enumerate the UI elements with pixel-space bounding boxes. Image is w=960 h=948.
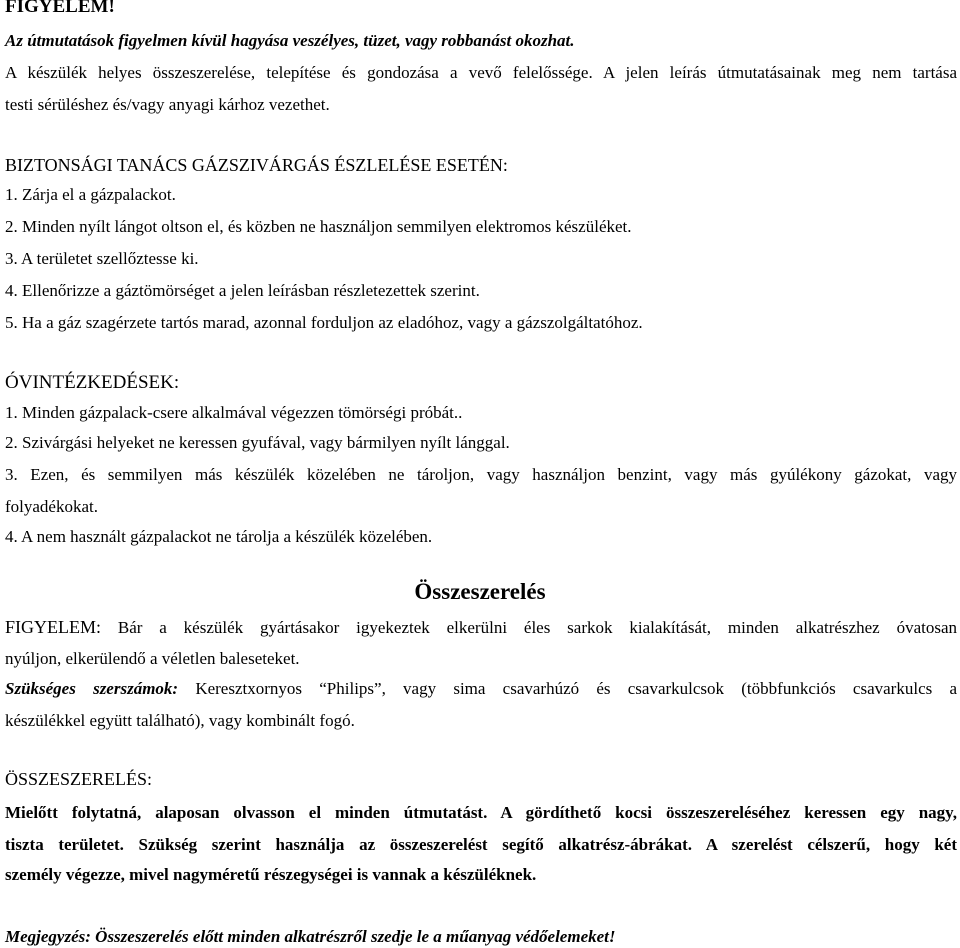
gas-leak-item-5: 5. Ha a gáz szagérzete tartós marad, azonnal forduljon az eladóhoz, vagy a gázszolgáltatóhoz.: [5, 313, 643, 332]
tools-label: Szükséges szerszámok:: [5, 679, 179, 698]
precautions-item-2: 2. Szivárgási helyeket ne keressen gyufával, vagy bármilyen nyílt lánggal.: [5, 433, 510, 452]
warning-body-line-2: testi sérüléshez és/vagy anyagi kárhoz vezethet.: [5, 95, 330, 114]
warning-subtitle: Az útmutatások figyelmen kívül hagyása veszélyes, tüzet, vagy robbanást okozhat.: [5, 31, 575, 50]
assembly-section-heading: ÖSSZESZERELÉS:: [5, 769, 153, 789]
assembly-warning-label: FIGYELEM:: [5, 617, 101, 637]
warning-body-line-1: A készülék helyes összeszerelése, telepítése és gondozása a vevő felelőssége. A jelen leírás útmutatásainak meg nem tartása: [5, 63, 957, 82]
gas-leak-item-1: 1. Zárja el a gázpalackot.: [5, 185, 176, 204]
assembly-title: Összeszerelés: [414, 579, 546, 604]
assembly-warning-text: Bár a készülék gyártásakor igyekeztek elkerülni éles sarkok kialakítását, minden alkatrészhez óvatosan: [117, 618, 957, 637]
gas-leak-item-4: 4. Ellenőrizze a gáztömörséget a jelen leírásban részletezettek szerint.: [5, 281, 480, 300]
gas-leak-item-3: 3. A területet szellőztesse ki.: [5, 249, 199, 268]
assembly-instructions-line-2: tiszta területet. Szükség szerint használja az összeszerelést segítő alkatrész-ábrákat. A szerelést célszerű, hogy két: [5, 835, 957, 854]
warning-title: FIGYELEM!: [5, 0, 115, 17]
tools-text: Keresztхornyos “Philips”, vagy sima csavarhúzó és csavarkulcsok (többfunkciós csavarkulcs a: [195, 679, 957, 698]
tools-line-1: [5, 678, 957, 700]
precautions-item-4: 4. A nem használt gázpalackot ne tárolja a készülék közelében.: [5, 527, 433, 546]
gas-leak-heading: BIZTONSÁGI TANÁCS GÁZSZIVÁRGÁS ÉSZLELÉSE ESETÉN:: [5, 155, 508, 175]
assembly-instructions-line-3: személy végezze, mivel nagyméretű részegységei is vannak a készüléknek.: [5, 865, 537, 884]
assembly-warning-line-1: [5, 616, 957, 639]
gas-leak-item-2: 2. Minden nyílt lángot oltson el, és közben ne használjon semmilyen elektromos készüléket.: [5, 217, 632, 236]
assembly-instructions-line-1: Mielőtt folytatná, alaposan olvasson el minden útmutatást. A gördíthető kocsi összeszereléséhez keressen egy nagy,: [5, 803, 957, 822]
assembly-warning-line-2: nyúljon, elkerülendő a véletlen baleseteket.: [5, 649, 300, 668]
assembly-note: Megjegyzés: Összeszerelés előtt minden alkatrészről szedje le a műanyag védőelemeket!: [5, 927, 616, 946]
precautions-item-1: 1. Minden gázpalack-csere alkalmával végezzen tömörségi próbát..: [5, 403, 463, 422]
precautions-heading: ÓVINTÉZKEDÉSEK:: [5, 372, 180, 393]
precautions-item-3-line-1: 3. Ezen, és semmilyen más készülék közelében ne tároljon, vagy használjon benzint, vagy más gyúlékony gázokat, vagy: [5, 465, 957, 484]
tools-line-2: készülékkel együtt található), vagy kombinált fogó.: [5, 711, 355, 730]
precautions-item-3-line-2: folyadékokat.: [5, 497, 98, 516]
